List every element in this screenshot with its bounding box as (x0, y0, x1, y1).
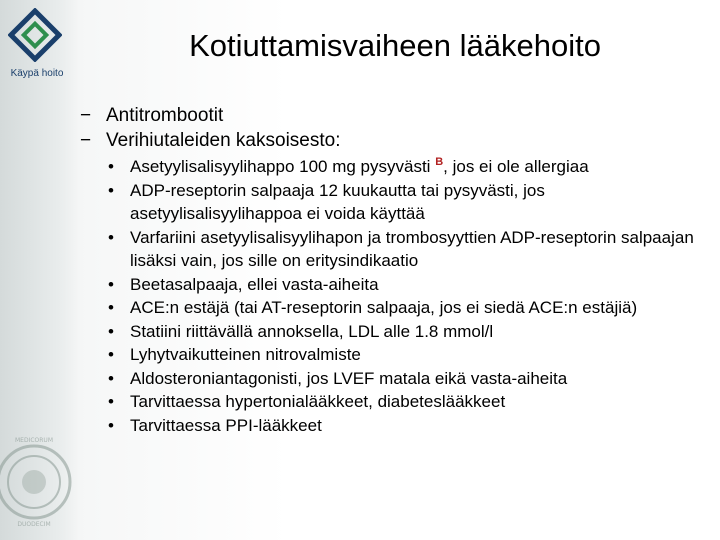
list-item-text: Beetasalpaaja, ellei vasta-aiheita (130, 274, 379, 294)
list-item (107, 320, 715, 344)
dash-bullet: − (80, 130, 92, 151)
list-item (107, 226, 715, 273)
evidence-level-badge: B (435, 156, 444, 168)
slide-content (80, 104, 715, 437)
kaypa-hoito-logo-icon (8, 8, 62, 62)
list-item (107, 414, 715, 438)
list-item-text: Aldosteroniantagonisti, jos LVEF matala eikä vasta-aiheita (130, 368, 568, 388)
dash-bullet: − (80, 105, 92, 126)
left-sidebar-band (0, 0, 78, 540)
svg-text:MEDICORUM: MEDICORUM (14, 437, 54, 444)
list-item-text: ACE:n estäjä (tai AT-reseptorin salpaaja, jos ei siedä ACE:n estäjiä) (130, 298, 638, 317)
bullet: • (108, 345, 114, 364)
list-item-text: Tarvittaessa PPI-lääkkeet (130, 415, 322, 435)
level1-item-label: Verihiutaleiden kaksoisesto: (106, 130, 341, 151)
bullet: • (108, 415, 114, 435)
list-item-text: Lyhytvaikutteinen nitrovalmiste (130, 345, 361, 364)
list-item (107, 390, 715, 414)
list-item-text: Tarvittaessa hypertonialääkkeet, diabeteslääkkeet (130, 392, 506, 411)
bullet: • (108, 392, 114, 411)
bullet: • (108, 321, 114, 341)
list-item-suffix: , jos ei ole allergiaa (443, 157, 589, 176)
bullet: • (108, 274, 114, 294)
level1-item-dual-platelet (80, 129, 715, 152)
bullet: • (108, 157, 114, 176)
duodecim-seal-watermark (0, 420, 80, 540)
logo-label: Käypä hoito (10, 68, 64, 79)
list-item (107, 155, 715, 179)
level1-item-antithrombotics (80, 104, 715, 127)
bullet: • (108, 368, 114, 388)
list-item-text: Asetyylisalisyylihappo 100 mg pysyvästi (130, 157, 431, 176)
list-item (107, 343, 715, 367)
bullet: • (108, 227, 114, 247)
list-item (107, 367, 715, 391)
list-item-text: Statiini riittävällä annoksella, LDL alle 1.8 mmol/l (130, 321, 494, 341)
kaypa-hoito-logo (6, 8, 64, 88)
list-item-text: Varfariini asetyylisalisyylihapon ja trombosyyttien ADP-reseptorin salpaajan lisäksi vain, jos sille on eritysindikaatio (130, 227, 694, 270)
medication-list (80, 155, 715, 437)
list-item (107, 273, 715, 297)
bullet: • (108, 180, 114, 200)
list-item (107, 296, 715, 320)
list-item-text: ADP-reseptorin salpaaja 12 kuukautta tai pysyvästi, jos asetyylisalisyylihappoa ei voida käyttää (130, 180, 545, 223)
svg-text:DUODECIM: DUODECIM (17, 521, 51, 528)
bullet: • (108, 298, 114, 317)
slide-title: Kotiuttamisvaiheen lääkehoito (189, 28, 601, 63)
level1-item-label: Antitrombootit (106, 105, 224, 126)
list-item (107, 179, 715, 226)
